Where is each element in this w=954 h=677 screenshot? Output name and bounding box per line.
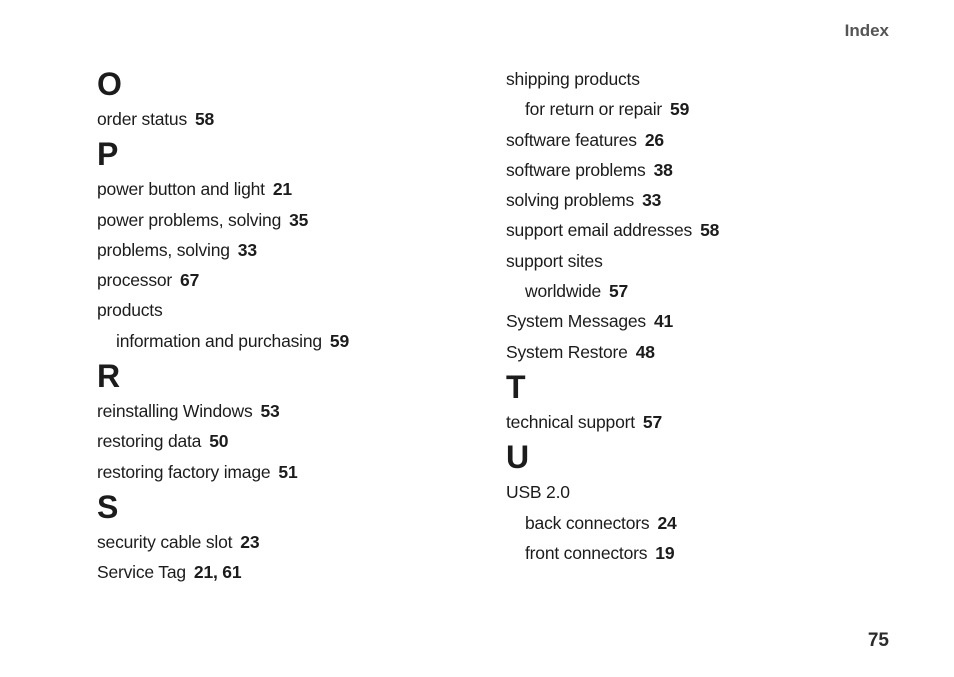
index-entry (506, 337, 719, 367)
index-subentry (97, 326, 349, 356)
index-section-letter: S (97, 488, 118, 525)
index-term: USB 2.0 (506, 482, 570, 503)
index-entry (506, 246, 719, 276)
index-page-ref[interactable]: 57 (609, 281, 629, 302)
index-term: software features (506, 129, 637, 150)
index-page-ref[interactable]: 21 (272, 179, 292, 200)
index-entry (97, 396, 349, 426)
index-entry (506, 125, 719, 155)
index-term: restoring data (97, 431, 202, 452)
index-term: processor (97, 270, 173, 291)
index-column-right (506, 64, 719, 568)
index-term: System Messages (506, 311, 646, 332)
index-section-letter: T (506, 368, 526, 405)
running-header: Index (844, 21, 889, 40)
index-term: power button and light (97, 179, 265, 200)
index-term: information and purchasing (116, 330, 322, 351)
index-page-ref[interactable]: 38 (653, 159, 673, 180)
index-entry (506, 64, 719, 94)
index-subentry (506, 94, 719, 124)
index-page-ref[interactable]: 24 (657, 512, 677, 533)
index-term: Service Tag (97, 562, 186, 583)
index-section-letter: O (97, 66, 122, 102)
index-page-ref[interactable]: 23 (240, 531, 260, 552)
index-page-ref[interactable]: 19 (655, 542, 675, 563)
index-entry (97, 205, 349, 235)
index-entry (97, 557, 349, 587)
index-section-letter: U (506, 439, 529, 476)
index-page-ref[interactable]: 51 (278, 461, 298, 482)
index-term: software problems (506, 159, 646, 180)
index-term: support sites (506, 250, 603, 271)
page-number: 75 (867, 630, 889, 651)
index-term: order status (97, 109, 188, 129)
index-term: solving problems (506, 190, 635, 211)
index-term: products (97, 300, 163, 321)
index-term: technical support (506, 411, 635, 432)
index-entry (506, 215, 719, 245)
index-section-letter: R (97, 358, 120, 395)
index-entry (97, 265, 349, 295)
index-term: reinstalling Windows (97, 401, 253, 422)
index-entry (97, 426, 349, 456)
index-entry (97, 295, 349, 325)
index-page-ref[interactable]: 67 (180, 270, 200, 291)
index-page-ref[interactable]: 41 (653, 311, 674, 332)
index-term: support email addresses (506, 220, 693, 241)
index-entry (97, 104, 349, 134)
index-page-ref[interactable]: 35 (289, 209, 309, 230)
index-page-ref[interactable]: 26 (644, 129, 664, 150)
index-page-ref[interactable]: 33 (642, 190, 662, 211)
index-page-ref[interactable]: 50 (209, 431, 229, 452)
index-subentry (506, 538, 719, 568)
index-entry (506, 185, 719, 215)
index-entry (506, 477, 719, 507)
index-entry (97, 174, 349, 204)
index-term: problems, solving (97, 239, 230, 260)
index-term: for return or repair (525, 99, 663, 120)
index-entry (97, 457, 349, 487)
index-entry (506, 306, 719, 336)
index-page-ref[interactable]: 33 (237, 239, 257, 260)
index-subentry (506, 508, 719, 538)
index-page-ref[interactable]: 21, 61 (193, 562, 242, 583)
index-column-left (97, 64, 349, 588)
index-term: restoring factory image (97, 461, 271, 482)
index-page-ref[interactable]: 57 (642, 411, 662, 432)
index-entry (506, 155, 719, 185)
index-page-ref[interactable]: 53 (260, 401, 280, 422)
index-page-ref[interactable]: 59 (329, 330, 349, 351)
index-term: front connectors (525, 542, 648, 563)
index-entry (97, 235, 349, 265)
index-subentry (506, 276, 719, 306)
index-term: power problems, solving (97, 209, 282, 230)
index-page-ref[interactable]: 58 (700, 220, 720, 241)
index-page-ref[interactable]: 48 (635, 341, 655, 362)
index-term: back connectors (525, 512, 650, 533)
index-term: security cable slot (97, 531, 233, 552)
index-entry (97, 527, 349, 557)
index-page-ref[interactable]: 58 (195, 109, 215, 129)
index-term: shipping products (506, 69, 640, 89)
index-term: System Restore (506, 341, 628, 362)
index-entry (506, 407, 719, 437)
index-term: worldwide (525, 281, 602, 302)
index-page-ref[interactable]: 59 (670, 99, 690, 120)
index-section-letter: P (97, 136, 118, 173)
